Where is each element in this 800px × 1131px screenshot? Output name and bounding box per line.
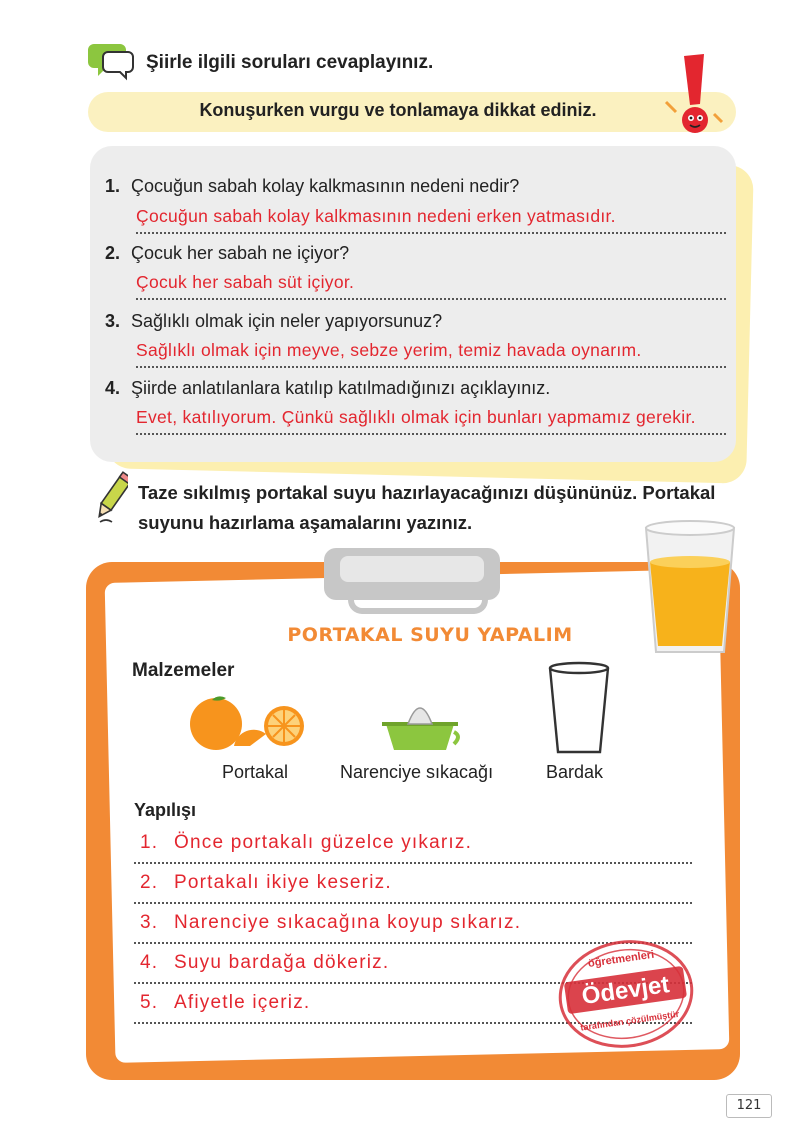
question-1: 1. Çocuğun sabah kolay kalkmasının nedeni nedir? bbox=[105, 176, 520, 196]
answer-4: Evet, katılıyorum. Çünkü sağlıklı olmak için bunları yapmamız gerekir. bbox=[136, 407, 726, 435]
ingredient-label-squeezer: Narenciye sıkacağı bbox=[340, 762, 494, 782]
pencil-icon bbox=[94, 468, 128, 528]
answer-2: Çocuk her sabah süt içiyor. bbox=[136, 272, 726, 300]
clipboard-clip-face bbox=[340, 556, 484, 582]
ingredient-label-orange: Portakal bbox=[222, 762, 289, 782]
ingredient-label-glass: Bardak bbox=[546, 762, 604, 782]
question-4: 4. Şiirde anlatılanlara katılıp katılmadığınızı açıklayınız. bbox=[105, 378, 551, 398]
odevjet-stamp bbox=[549, 929, 703, 1059]
stamp-bottom-text: tarafından çözülmüştür bbox=[579, 1008, 680, 1033]
stamp-top-text: öğretmenleri bbox=[587, 948, 655, 970]
glass-icon bbox=[544, 660, 614, 756]
page-number: 121 bbox=[726, 1094, 772, 1118]
answer-3: Sağlıklı olmak için meyve, sebze yerim, temiz havada oynarım. bbox=[136, 340, 726, 368]
step-1: 1. Önce portakalı güzelce yıkarız. bbox=[134, 832, 692, 864]
writing-instruction: Taze sıkılmış portakal suyu hazırlayacağınızı düşününüz. Portakal suyunu hazırlama aşamalarını yazınız. bbox=[138, 482, 716, 533]
materials-label: Malzemeler bbox=[132, 660, 235, 681]
answer-1: Çocuğun sabah kolay kalkmasının nedeni erken yatmasıdır. bbox=[136, 206, 726, 234]
section-instruction: Şiirle ilgili soruları cevaplayınız. bbox=[146, 52, 434, 73]
speech-bubbles-icon bbox=[88, 38, 136, 82]
exclamation-mascot-icon bbox=[662, 52, 726, 136]
tip-banner-text: Konuşurken vurgu ve tonlamaya dikkat ediniz. bbox=[199, 100, 597, 120]
steps-label: Yapılışı bbox=[134, 800, 197, 820]
question-2: 2. Çocuk her sabah ne içiyor? bbox=[105, 243, 350, 263]
stamp-main-text: Ödevjet bbox=[580, 971, 671, 1011]
question-3: 3. Sağlıklı olmak için neler yapıyorsunuz? bbox=[105, 311, 443, 331]
step-4: 4. Suyu bardağa dökeriz. bbox=[134, 952, 692, 984]
step-3: 3. Narenciye sıkacağına koyup sıkarız. bbox=[134, 912, 692, 944]
orange-icon bbox=[186, 694, 306, 756]
orange-juice-glass-icon bbox=[640, 518, 740, 658]
recipe-title: PORTAKAL SUYU YAPALIM bbox=[287, 624, 573, 646]
step-5: 5. Afiyetle içeriz. bbox=[134, 992, 692, 1024]
citrus-squeezer-icon bbox=[378, 688, 462, 756]
step-2: 2. Portakalı ikiye keseriz. bbox=[134, 872, 692, 904]
